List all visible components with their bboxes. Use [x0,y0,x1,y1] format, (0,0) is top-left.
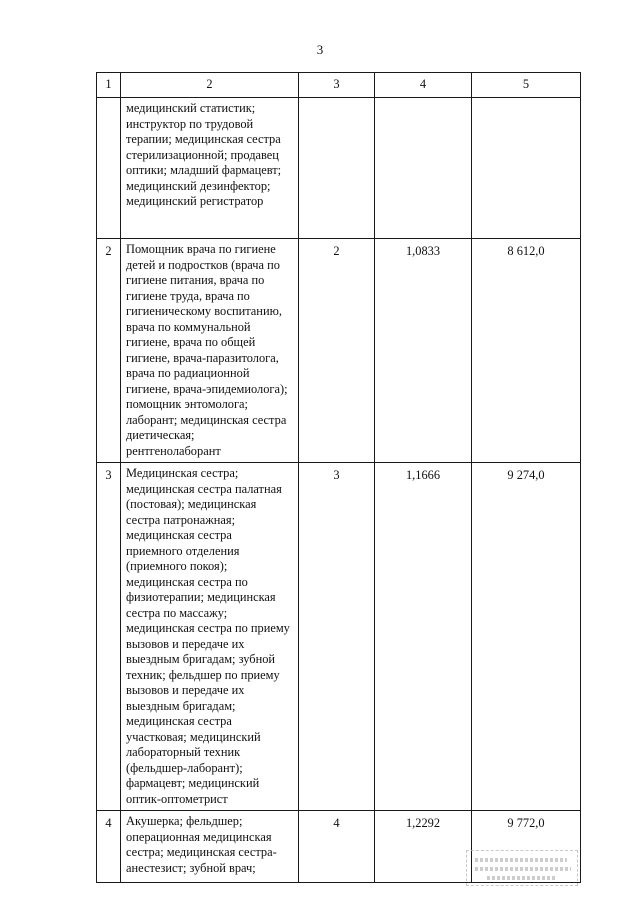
position-line: гигиеническому воспитанию, [126,304,282,318]
position-line: оптики; младший фармацевт; [126,163,282,177]
column-header: 2 [121,73,299,98]
position-line: медицинская сестра по [126,574,248,589]
coefficient: 1,2292 [375,811,472,883]
position-line: медицинская сестра палатная [126,481,282,496]
position-line: приемного отделения [126,543,240,558]
position-line: гигиене питания, врача по [126,273,265,287]
position-line: (фельдшер-лаборант); [126,760,243,775]
position-list [121,98,299,239]
qualification-level [299,98,375,239]
position-line: медицинская сестра по приему [126,621,290,635]
salary: 9 274,0 [472,463,581,811]
column-header: 4 [375,73,472,98]
position-line: сестра по массажу; [126,605,228,620]
position-line: врача по радиационной [126,366,250,380]
position-line: рентгенолаборант [126,443,221,458]
column-header: 3 [299,73,375,98]
position-line: Помощник врача по гигиене [126,242,276,256]
position-line: (приемного покоя); [126,559,228,573]
qualification-level: 4 [299,811,375,883]
certification-stamp [466,850,578,886]
position-line: гигиене, врача по общей [126,335,256,349]
position-list [121,239,299,463]
stamp-mark [487,876,557,880]
position-line: вызовов и передаче их [126,683,245,697]
position-line: операционная медицинская [126,829,272,844]
stamp-mark [475,858,567,862]
position-line: медицинский регистратор [126,194,264,208]
row-number: 4 [97,811,121,883]
position-line: гигиене, врача-эпидемиолога); [126,381,288,396]
table-row [97,463,581,811]
position-line: гигиене труда, врача по [126,288,250,303]
column-header: 5 [472,73,581,98]
position-line: (постовая); медицинская [126,497,257,511]
position-line: медицинский дезинфектор; [126,178,271,193]
position-line: диетическая; [126,428,195,442]
position-line: лаборант; медицинская сестра [126,412,287,427]
coefficient [375,98,472,239]
position-line: помощник энтомолога; [126,397,248,411]
coefficient: 1,1666 [375,463,472,811]
qualification-level: 3 [299,463,375,811]
position-line: медицинская сестра [126,714,232,728]
position-line: анестезист; зубной врач; [126,860,256,875]
position-line: вызовов и передаче их [126,636,245,651]
salary: 9 772,0 [472,811,581,883]
position-line: гигиене, врача-паразитолога, [126,350,279,365]
position-line: медицинская сестра [126,528,232,542]
position-line: выездным бригадам; зубной [126,652,276,666]
salary [472,98,581,239]
row-number: 2 [97,239,121,463]
position-line: участковая; медицинский [126,729,261,744]
position-line: фармацевт; медицинский [126,776,260,790]
table-header-row [97,73,581,98]
salary-table [96,72,581,883]
position-line: стерилизационной; продавец [126,147,279,162]
position-line: Медицинская сестра; [126,466,239,480]
position-line: терапии; медицинская сестра [126,132,281,146]
position-list [121,463,299,811]
column-header: 1 [97,73,121,98]
position-line: техник; фельдшер по приему [126,667,280,682]
position-line: медицинский статистик; [126,101,256,115]
position-line: инструктор по трудовой [126,116,254,131]
position-line: сестра патронажная; [126,512,236,527]
position-line: Акушерка; фельдшер; [126,814,243,828]
position-line: выездным бригадам; [126,698,236,713]
position-line: физиотерапии; медицинская [126,590,276,604]
stamp-mark [475,867,571,871]
position-line: оптик-оптометрист [126,791,228,806]
salary: 8 612,0 [472,239,581,463]
position-line: врача по коммунальной [126,319,251,334]
position-line: лабораторный техник [126,745,241,759]
position-line: детей и подростков (врача по [126,257,280,272]
coefficient: 1,0833 [375,239,472,463]
row-number: 3 [97,463,121,811]
row-number [97,98,121,239]
qualification-level: 2 [299,239,375,463]
position-list [121,811,299,883]
position-line: сестра; медицинская сестра- [126,845,277,859]
table-row [97,98,581,239]
page-number: 3 [316,42,324,57]
table-row [97,239,581,463]
